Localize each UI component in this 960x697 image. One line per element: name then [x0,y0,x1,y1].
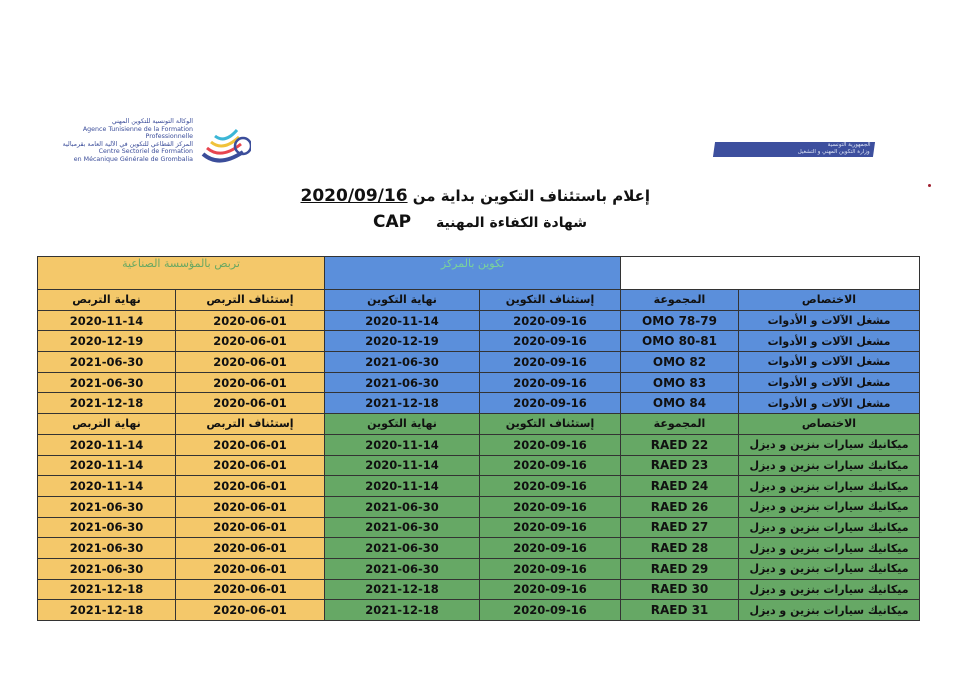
certificate-title [360,212,600,232]
internship-resume-cell: 2020-06-01 [176,538,325,559]
training-resume-cell: 2020-09-16 [480,393,621,414]
internship-end-cell: 2021-12-18 [38,600,176,621]
group-cell: RAED 30 [621,579,739,600]
group-cell: RAED 27 [621,517,739,538]
training-resume-cell: 2020-09-16 [480,558,621,579]
training-end-cell: 2021-06-30 [325,496,480,517]
group-cell: RAED 23 [621,455,739,476]
specialty-cell: مشغل الآلات و الأدوات [739,310,920,331]
agency-line: en Mécanique Générale de Grombalia [73,155,193,163]
training-end-cell: 2021-06-30 [325,372,480,393]
specialty-cell: ميكانيك سيارات بنزين و ديزل [739,517,920,538]
col-header-internship-resume: إستئناف التربص [176,414,325,435]
internship-end-cell: 2020-11-14 [38,476,176,497]
internship-resume-cell: 2020-06-01 [176,455,325,476]
margin-mark [928,184,931,187]
specialty-cell: مشغل الآلات و الأدوات [739,352,920,373]
specialty-cell: مشغل الآلات و الأدوات [739,331,920,352]
training-end-cell: 2021-12-18 [325,393,480,414]
training-resume-cell: 2020-09-16 [480,331,621,352]
specialty-cell: ميكانيك سيارات بنزين و ديزل [739,538,920,559]
agency-line: Agence Tunisienne de la Formation [82,125,193,133]
table-header-row [38,290,920,311]
agency-name-text [23,118,193,164]
training-resume-cell: 2020-09-16 [480,600,621,621]
internship-end-cell: 2021-06-30 [38,372,176,393]
specialty-cell: مشغل الآلات و الأدوات [739,372,920,393]
internship-end-cell: 2020-12-19 [38,331,176,352]
table-row [38,579,920,600]
col-header-group: المجموعة [621,290,739,311]
agency-logo-block [40,118,265,178]
group-cell: OMO 82 [621,352,739,373]
internship-resume-cell: 2020-06-01 [176,496,325,517]
certificate-name: شهادة الكفاءة المهنية [435,215,587,231]
col-header-training-end: نهاية التكوين [325,290,480,311]
training-end-cell: 2021-06-30 [325,517,480,538]
agency-line: الوكالة التونسية للتكوين المهني [111,118,193,125]
group-cell: OMO 78-79 [621,310,739,331]
agency-line: Centre Sectoriel de Formation [98,148,193,156]
table-row [38,310,920,331]
schedule-table [37,256,920,621]
internship-resume-cell: 2020-06-01 [176,517,325,538]
internship-resume-cell: 2020-06-01 [176,476,325,497]
training-resume-cell: 2020-09-16 [480,310,621,331]
training-end-cell: 2021-06-30 [325,538,480,559]
internship-resume-cell: 2020-06-01 [176,600,325,621]
training-resume-cell: 2020-09-16 [480,434,621,455]
table-group-header-row [38,257,920,290]
training-end-cell: 2021-06-30 [325,352,480,373]
training-resume-cell: 2020-09-16 [480,517,621,538]
training-resume-cell: 2020-09-16 [480,455,621,476]
announcement-title [300,186,650,206]
agency-line: المركز القطاعي للتكوين في الآلية العامة بقرمبالية [62,140,193,148]
table-row [38,434,920,455]
training-resume-cell: 2020-09-16 [480,579,621,600]
internship-end-cell: 2021-06-30 [38,517,176,538]
certificate-code: CAP [373,212,412,232]
training-end-cell: 2020-12-19 [325,331,480,352]
center-group-header: تكوين بالمركز [325,257,621,290]
agency-line: Professionnelle [145,133,193,141]
training-end-cell: 2021-06-30 [325,558,480,579]
col-header-internship-end: نهاية التربص [38,290,176,311]
internship-end-cell: 2021-06-30 [38,496,176,517]
col-header-group: المجموعة [621,414,739,435]
internship-resume-cell: 2020-06-01 [176,372,325,393]
specialty-cell: ميكانيك سيارات بنزين و ديزل [739,600,920,621]
group-cell: RAED 28 [621,538,739,559]
internship-end-cell: 2020-11-14 [38,434,176,455]
specialty-cell: ميكانيك سيارات بنزين و ديزل [739,434,920,455]
training-end-cell: 2020-11-14 [325,434,480,455]
title-text: إعلام باستئناف التكوين بداية من [412,187,650,205]
group-cell: RAED 24 [621,476,739,497]
col-header-training-resume: إستئناف التكوين [480,414,621,435]
training-resume-cell: 2020-09-16 [480,352,621,373]
specialty-cell: ميكانيك سيارات بنزين و ديزل [739,579,920,600]
training-end-cell: 2020-11-14 [325,455,480,476]
internship-end-cell: 2021-06-30 [38,538,176,559]
ministry-line: وزارة التكوين المهني و التشغيل [797,148,870,155]
group-cell: OMO 84 [621,393,739,414]
internship-end-cell: 2021-12-18 [38,393,176,414]
specialty-cell: ميكانيك سيارات بنزين و ديزل [739,558,920,579]
col-header-internship-end: نهاية التربص [38,414,176,435]
specialty-cell: ميكانيك سيارات بنزين و ديزل [739,496,920,517]
internship-resume-cell: 2020-06-01 [176,393,325,414]
table-row [38,558,920,579]
training-resume-cell: 2020-09-16 [480,538,621,559]
ministry-line: الجمهورية التونسية [827,142,871,148]
training-resume-cell: 2020-09-16 [480,496,621,517]
internship-resume-cell: 2020-06-01 [176,434,325,455]
internship-resume-cell: 2020-06-01 [176,310,325,331]
internship-end-cell: 2020-11-14 [38,310,176,331]
table-row [38,393,920,414]
group-cell: RAED 26 [621,496,739,517]
group-cell: RAED 31 [621,600,739,621]
internship-end-cell: 2020-11-14 [38,455,176,476]
internship-resume-cell: 2020-06-01 [176,331,325,352]
table-row [38,331,920,352]
col-header-training-resume: إستئناف التكوين [480,290,621,311]
training-end-cell: 2021-12-18 [325,579,480,600]
table-row [38,600,920,621]
internship-end-cell: 2021-12-18 [38,579,176,600]
group-cell: OMO 83 [621,372,739,393]
training-end-cell: 2021-12-18 [325,600,480,621]
table-row [38,496,920,517]
internship-resume-cell: 2020-06-01 [176,558,325,579]
training-resume-cell: 2020-09-16 [480,476,621,497]
table-row [38,538,920,559]
specialty-cell: ميكانيك سيارات بنزين و ديزل [739,476,920,497]
col-header-specialty: الاختصاص [739,414,920,435]
table-row [38,372,920,393]
col-header-internship-resume: إستئناف التربص [176,290,325,311]
training-end-cell: 2020-11-14 [325,476,480,497]
group-cell: RAED 29 [621,558,739,579]
table-row [38,517,920,538]
training-resume-cell: 2020-09-16 [480,372,621,393]
group-cell: OMO 80-81 [621,331,739,352]
specialty-cell: ميكانيك سيارات بنزين و ديزل [739,455,920,476]
title-date: 2020/09/16 [300,186,408,206]
col-header-training-end: نهاية التكوين [325,414,480,435]
training-end-cell: 2020-11-14 [325,310,480,331]
ministry-banner [713,142,875,157]
table-row [38,476,920,497]
specialty-cell: مشغل الآلات و الأدوات [739,393,920,414]
internship-end-cell: 2021-06-30 [38,352,176,373]
table-row [38,455,920,476]
group-cell: RAED 22 [621,434,739,455]
internship-resume-cell: 2020-06-01 [176,352,325,373]
internship-resume-cell: 2020-06-01 [176,579,325,600]
col-header-specialty: الاختصاص [739,290,920,311]
table-header-row [38,414,920,435]
atfp-logo-icon [197,124,251,170]
table-row [38,352,920,373]
internship-end-cell: 2021-06-30 [38,558,176,579]
internship-group-header: تربص بالمؤسسة الصناعية [38,257,325,290]
